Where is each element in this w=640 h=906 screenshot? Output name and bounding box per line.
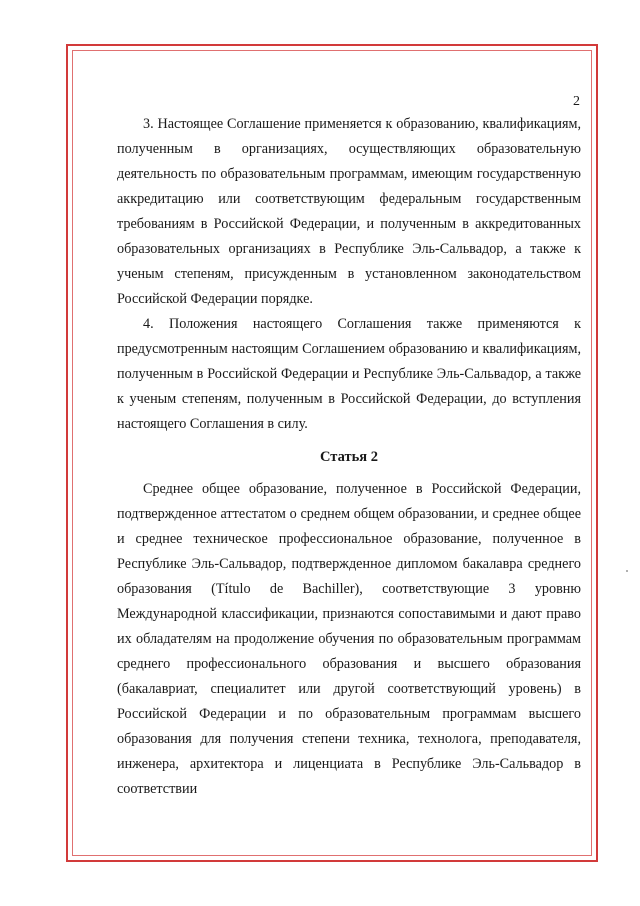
article-heading: Статья 2 [320, 449, 378, 465]
paragraph-4: 4. Положения настоящего Соглашения также применяются к предусмотренным настоящим Соглашением образованию и квалификациям, полученным в Российской Федерации и Республике Эль-Сальвадор, а также к ученым степеням, полученным в Российской Федерации, до вступления настоящего Соглашения в силу. [117, 316, 581, 432]
document-body [117, 112, 581, 802]
page-number: 2 [573, 94, 580, 109]
article-2-paragraph-1: Среднее общее образование, полученное в Российской Федерации, подтвержденное аттестатом о среднем общем образовании, и среднее общее и среднее техническое профессиональное образование, полученное в Республике Эль-Сальвадор, подтвержденное дипломом бакалавра среднего образования (Título de Bachiller), соответствующие 3 уровню Международной классификации, признаются сопоставимыми и дают право их обладателям на продолжение обучения по образовательным программам среднего профессионального образования и высшего образования (бакалавриат, специалитет или другой соответствующий уровень) в Российской Федерации и по образовательным программам высшего образования для получения степени техника, технолога, преподавателя, инженера, архитектора и лиценциата в Республике Эль-Сальвадор в соответствии [117, 481, 581, 797]
paragraph-3: 3. Настоящее Соглашение применяется к образованию, квалификациям, полученным в организациях, осуществляющих образовательную деятельность по образовательным программам, имеющим государственную аккредитацию или соответствующим федеральным государственным требованиям в Российской Федерации, и полученным в аккредитованных образовательных организациях в Республике Эль-Сальвадор, а также к ученым степеням, присужденным в установленном законодательством Российской Федерации порядке. [117, 116, 581, 307]
scan-speck [626, 570, 628, 572]
